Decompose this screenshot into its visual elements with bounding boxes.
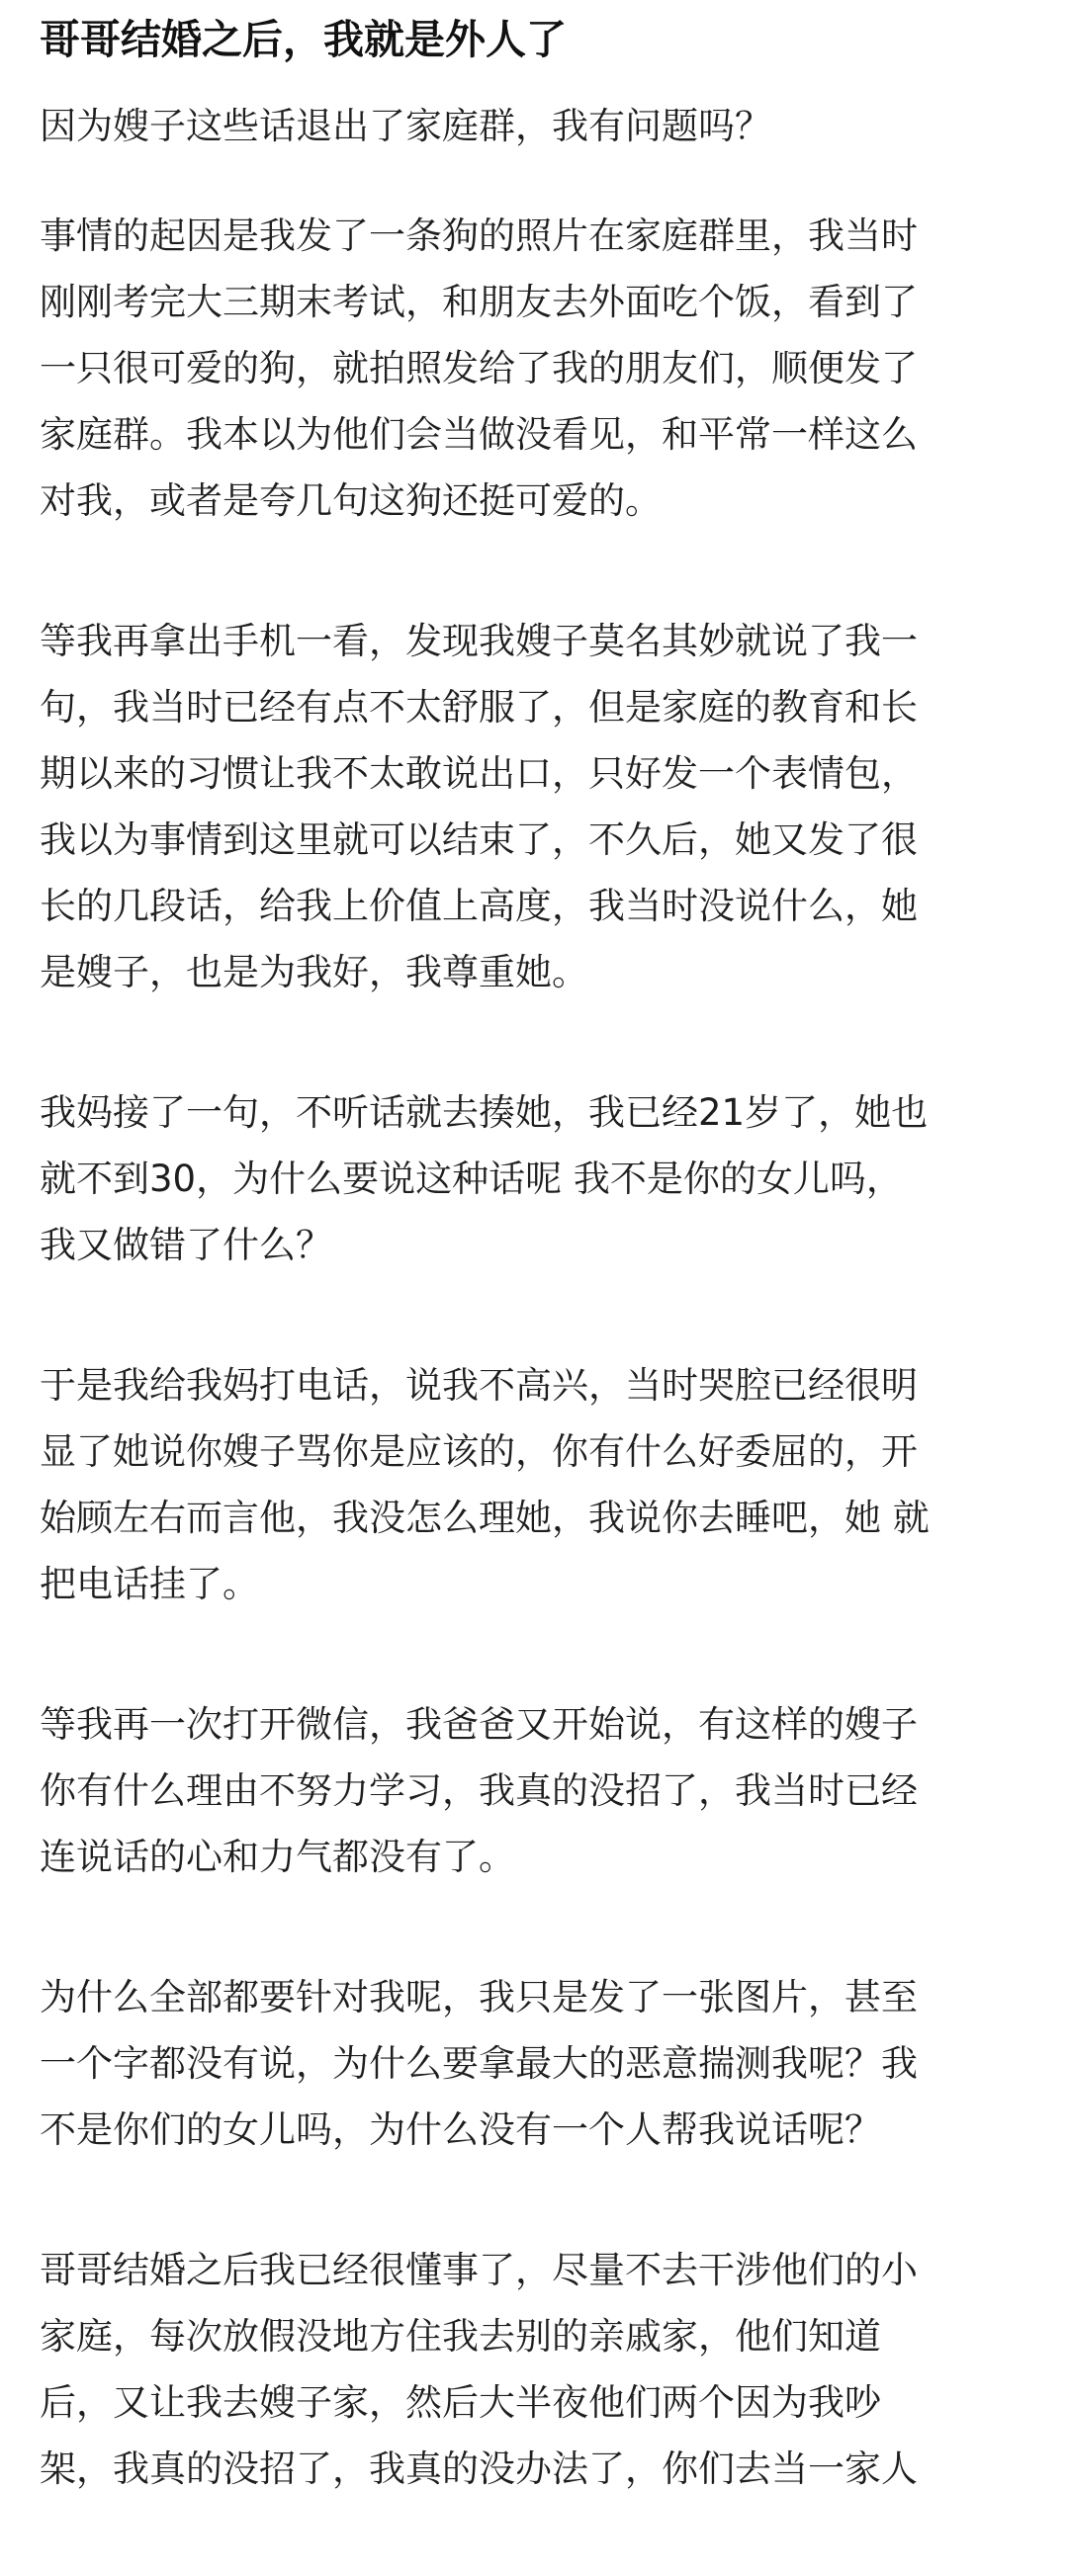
paragraph-line: 事情的起因是我发了一条狗的照片在家庭群里，我当时	[40, 215, 918, 257]
paragraph-line: 等我再拿出手机一看，发现我嫂子莫名其妙就说了我一	[40, 620, 918, 662]
paragraph-line: 家庭，每次放假没地方住我去别的亲戚家，他们知道	[40, 2315, 881, 2358]
paragraph-line: 为什么全部都要针对我呢，我只是发了一张图片，甚至	[40, 1976, 918, 2018]
paragraph-line: 不是你们的女儿吗，为什么没有一个人帮我说话呢？	[40, 2108, 881, 2151]
paragraph-line: 期以来的习惯让我不太敢说出口，只好发一个表情包，	[40, 752, 918, 795]
paragraph-line: 你有什么理由不努力学习，我真的没招了，我当时已经	[40, 1769, 918, 1812]
paragraph-line: 于是我给我妈打电话，说我不高兴，当时哭腔已经很明	[40, 1364, 918, 1407]
paragraph-line: 刚刚考完大三期末考试，和朋友去外面吃个饭，看到了	[40, 281, 918, 323]
paragraph-line: 始顾左右而言他，我没怎么理她，我说你去睡吧，她 就	[40, 1497, 930, 1539]
paragraph-line: 一只很可爱的狗，就拍照发给了我的朋友们，顺便发了	[40, 347, 918, 389]
paragraph-line: 对我，或者是夸几句这狗还挺可爱的。	[40, 479, 662, 522]
paragraph-line: 连说话的心和力气都没有了。	[40, 1836, 515, 1878]
paragraph-line: 我以为事情到这里就可以结束了，不久后，她又发了很	[40, 818, 918, 861]
paragraph	[40, 203, 1038, 534]
paragraph-line: 哥哥结婚之后我已经很懂事了，尽量不去干涉他们的小	[40, 2249, 918, 2291]
paragraph-line: 家庭群。我本以为他们会当做没看见，和平常一样这么	[40, 413, 918, 456]
paragraph-line: 显了她说你嫂子骂你是应该的，你有什么好委屈的，开	[40, 1430, 918, 1473]
paragraph	[40, 2237, 1038, 2502]
paragraph-line: 句，我当时已经有点不太舒服了，但是家庭的教育和长	[40, 686, 918, 729]
post-subtitle: 因为嫂子这些话退出了家庭群，我有问题吗？	[40, 105, 771, 147]
paragraph-line: 我妈接了一句，不听话就去揍她，我已经21岁了，她也	[40, 1091, 929, 1134]
paragraph	[40, 1352, 1038, 1617]
paragraph-line: 等我再一次打开微信，我爸爸又开始说，有这样的嫂子	[40, 1703, 918, 1746]
paragraph	[40, 1964, 1038, 2163]
paragraph-line: 后，又让我去嫂子家，然后大半夜他们两个因为我吵	[40, 2381, 881, 2424]
paragraph-line: 架，我真的没招了，我真的没办法了，你们去当一家人	[40, 2447, 918, 2490]
paragraph	[40, 608, 1038, 1005]
paragraph-line: 长的几段话，给我上价值上高度，我当时没说什么，她	[40, 885, 918, 927]
paragraph	[40, 1691, 1038, 1890]
paragraph-line: 是嫂子，也是为我好，我尊重她。	[40, 951, 588, 993]
post-body	[40, 203, 1038, 2576]
paragraph	[40, 1079, 1038, 1278]
paragraph-line: 就不到30，为什么要说这种话呢 我不是你的女儿吗，	[40, 1158, 903, 1200]
paragraph-line: 我又做错了什么？	[40, 1224, 332, 1266]
paragraph-line: 把电话挂了。	[40, 1563, 259, 1605]
post-title: 哥哥结婚之后，我就是外人了	[40, 16, 567, 63]
paragraph-line: 一个字都没有说，为什么要拿最大的恶意揣测我呢？我	[40, 2042, 918, 2085]
